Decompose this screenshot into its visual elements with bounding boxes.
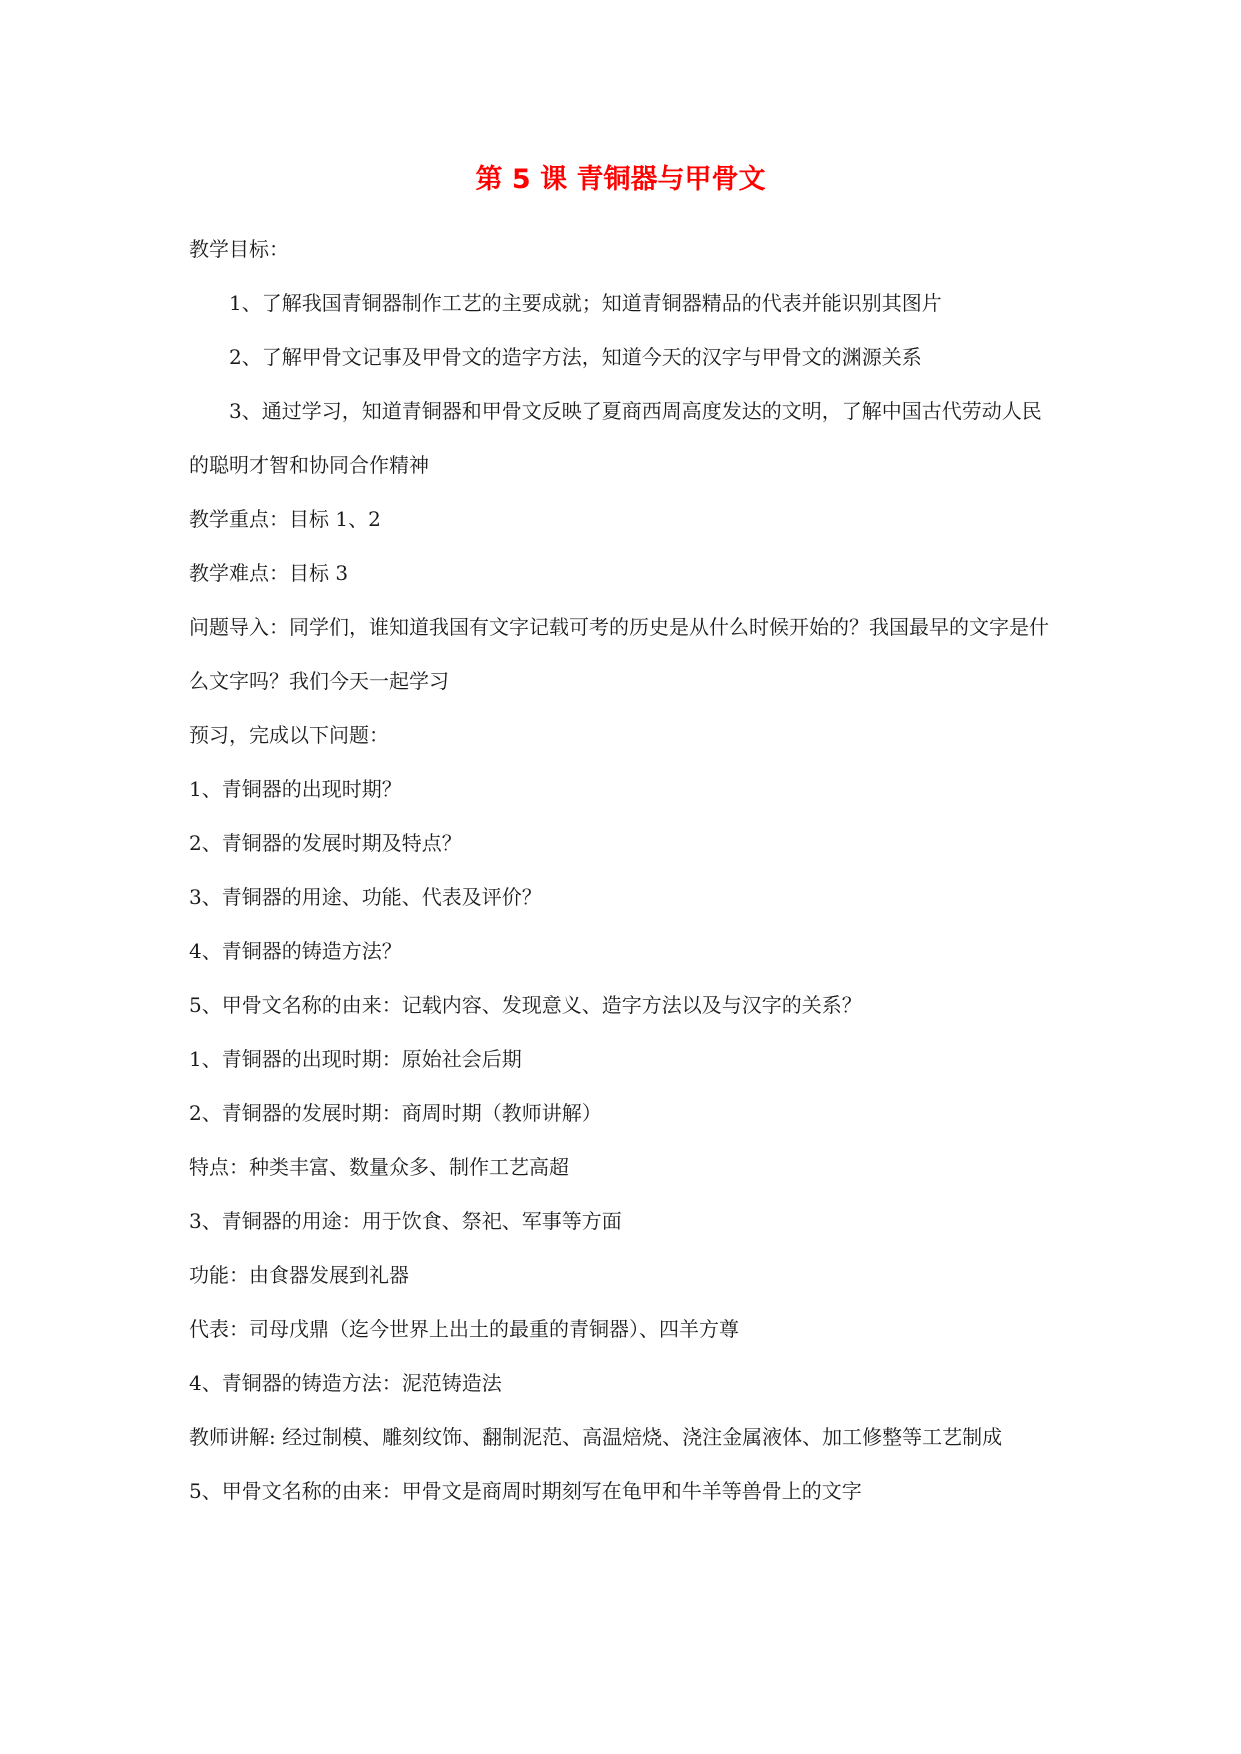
paragraph: 教学目标： — [189, 237, 289, 261]
lesson-title: 第 5 课 青铜器与甲骨文 — [475, 164, 766, 195]
paragraph: 3、青铜器的用途、功能、代表及评价？ — [189, 885, 542, 909]
paragraph: 1、了解我国青铜器制作工艺的主要成就；知道青铜器精品的代表并能识别其图片 — [229, 291, 942, 315]
paragraph: 代表：司母戊鼎（迄今世界上出土的最重的青铜器）、四羊方尊 — [189, 1317, 739, 1341]
paragraph: 2、青铜器的发展时期：商周时期（教师讲解） — [189, 1101, 602, 1125]
paragraph: 预习，完成以下问题： — [189, 723, 389, 747]
paragraph: 5、甲骨文名称的由来：记载内容、发现意义、造字方法以及与汉字的关系？ — [189, 993, 862, 1017]
lesson-body — [189, 222, 1059, 1518]
paragraph: 3、青铜器的用途：用于饮食、祭祀、军事等方面 — [189, 1209, 622, 1233]
paragraph: 1、青铜器的出现时期？ — [189, 777, 402, 801]
paragraph: 2、了解甲骨文记事及甲骨文的造字方法，知道今天的汉字与甲骨文的渊源关系 — [229, 345, 922, 369]
paragraph: 4、青铜器的铸造方法？ — [189, 939, 402, 963]
paragraph: 4、青铜器的铸造方法：泥范铸造法 — [189, 1371, 502, 1395]
paragraph: 教学难点：目标 3 — [189, 561, 349, 585]
paragraph: 教师讲解: 经过制模、雕刻纹饰、翻制泥范、高温焙烧、浇注金属液体、加工修整等工艺制成 — [189, 1425, 1003, 1449]
paragraph: 5、甲骨文名称的由来：甲骨文是商周时期刻写在龟甲和牛羊等兽骨上的文字 — [189, 1479, 862, 1503]
paragraph: 2、青铜器的发展时期及特点？ — [189, 831, 462, 855]
paragraph: 3、通过学习，知道青铜器和甲骨文反映了夏商西周高度发达的文明，了解中国古代劳动人民的聪明才智和协同合作精神 — [189, 399, 1042, 477]
paragraph: 特点：种类丰富、数量众多、制作工艺高超 — [189, 1155, 569, 1179]
paragraph: 问题导入：同学们，谁知道我国有文字记载可考的历史是从什么时候开始的？我国最早的文字是什么文字吗？我们今天一起学习 — [189, 615, 1049, 693]
paragraph: 1、青铜器的出现时期：原始社会后期 — [189, 1047, 522, 1071]
paragraph: 教学重点：目标 1、2 — [189, 507, 381, 531]
paragraph: 功能：由食器发展到礼器 — [189, 1263, 409, 1287]
